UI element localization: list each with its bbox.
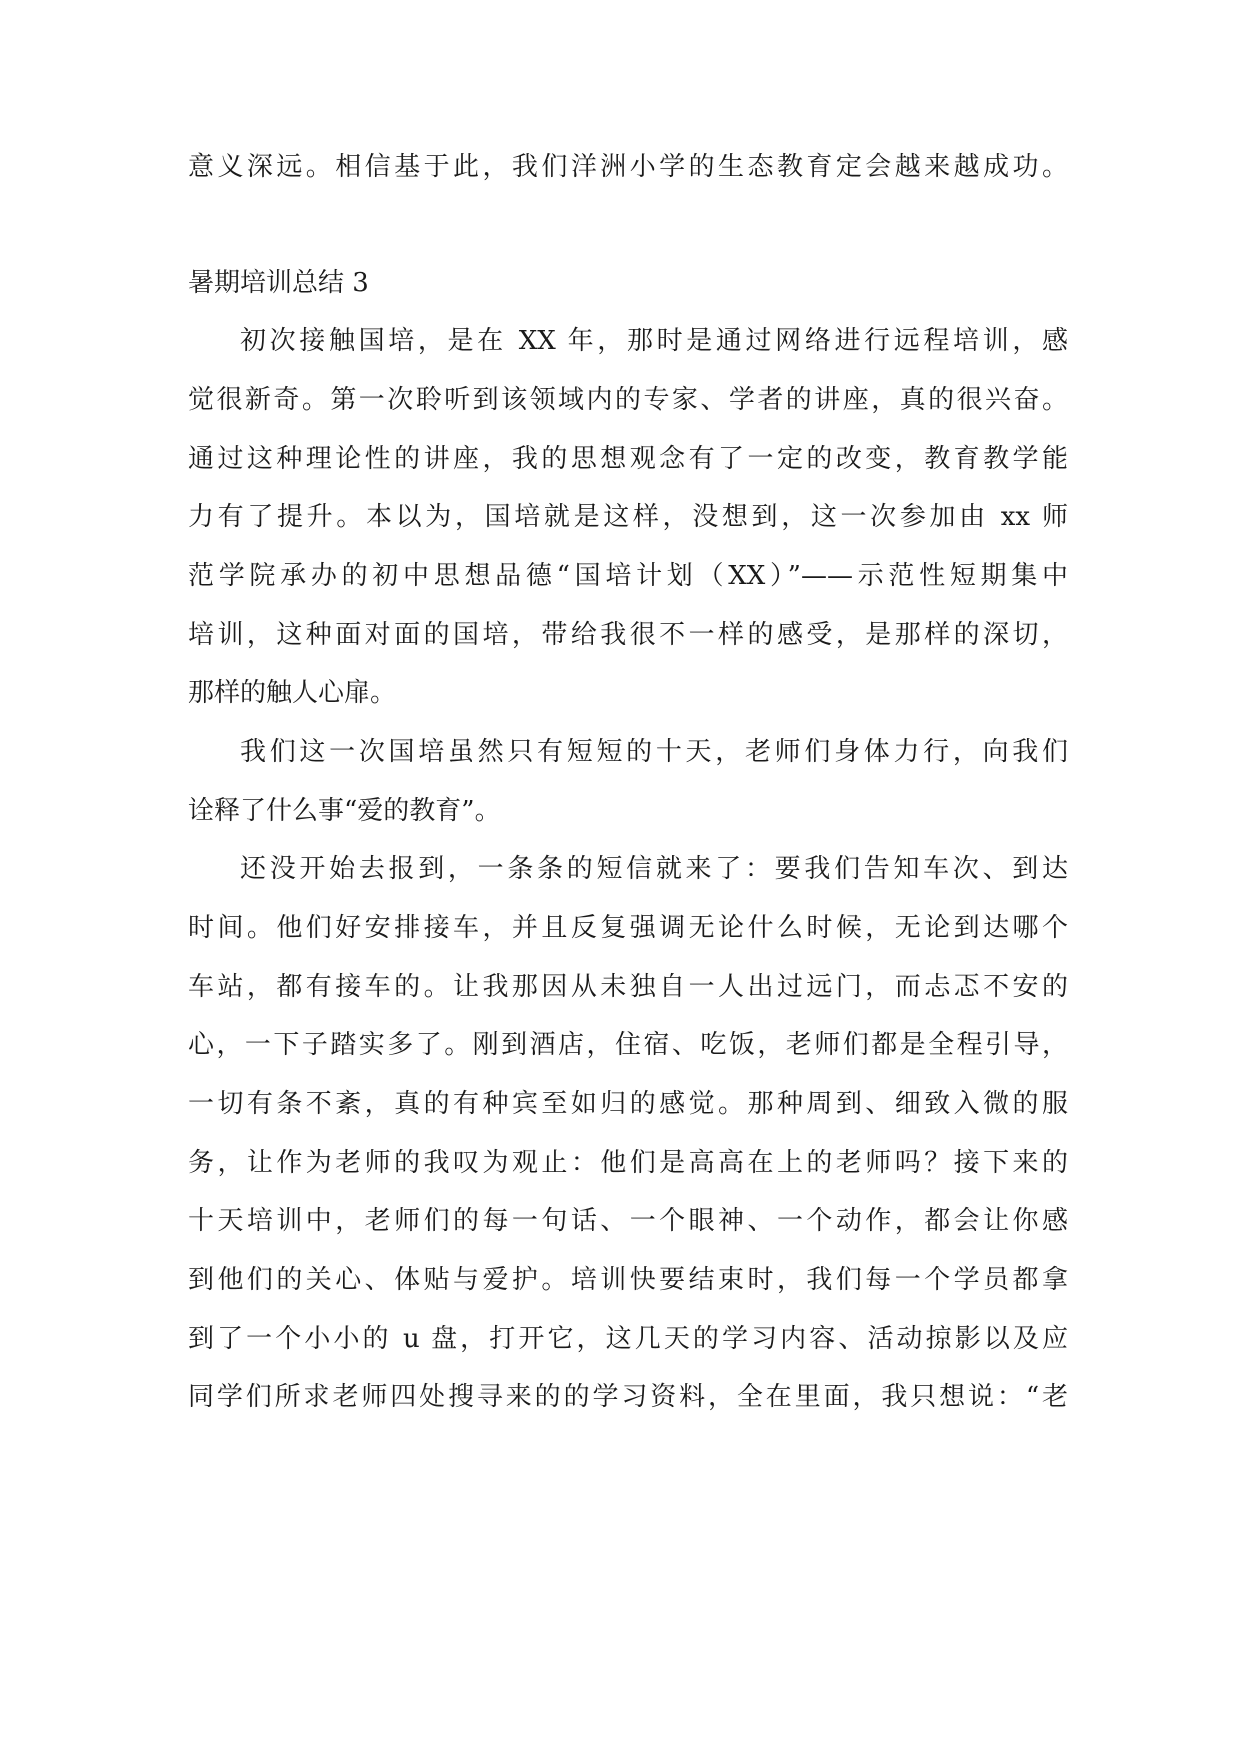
paragraph-line: 初次接触国培，是在 XX 年，那时是通过网络进行远程培训，感	[240, 326, 1068, 356]
paragraph-line: 范学院承办的初中思想品德“国培计划（XX）”——示范性短期集中	[188, 561, 1068, 591]
paragraph-line: 力有了提升。本以为，国培就是这样，没想到，这一次参加由 xx 师	[188, 502, 1068, 532]
paragraph-line: 通过这种理论性的讲座，我的思想观念有了一定的改变，教育教学能	[188, 444, 1068, 474]
paragraph-line: 那样的触人心扉。	[188, 678, 397, 708]
paragraph-line: 还没开始去报到，一条条的短信就来了：要我们告知车次、到达	[240, 854, 1068, 884]
prev-paragraph-end: 意义深远。相信基于此，我们洋洲小学的生态教育定会越来越成功。	[188, 152, 1068, 182]
section-title: 暑期培训总结 3	[188, 268, 369, 298]
paragraph-line: 车站，都有接车的。让我那因从未独自一人出过远门，而忐忑不安的	[188, 972, 1068, 1002]
paragraph-line: 培训，这种面对面的国培，带给我很不一样的感受，是那样的深切，	[188, 620, 1068, 650]
paragraph-line: 时间。他们好安排接车，并且反复强调无论什么时候，无论到达哪个	[188, 913, 1068, 943]
paragraph-line: 十天培训中，老师们的每一句话、一个眼神、一个动作，都会让你感	[188, 1206, 1068, 1236]
paragraph-line: 我们这一次国培虽然只有短短的十天，老师们身体力行，向我们	[240, 737, 1068, 767]
paragraph-line: 觉很新奇。第一次聆听到该领域内的专家、学者的讲座，真的很兴奋。	[188, 385, 1068, 415]
paragraph-line: 诠释了什么事“爱的教育”。	[188, 796, 501, 826]
paragraph-line: 心，一下子踏实多了。刚到酒店，住宿、吃饭，老师们都是全程引导，	[188, 1030, 1068, 1060]
paragraph-line: 一切有条不紊，真的有种宾至如归的感觉。那种周到、细致入微的服	[188, 1089, 1068, 1119]
paragraph-line: 到他们的关心、体贴与爱护。培训快要结束时，我们每一个学员都拿	[188, 1265, 1068, 1295]
paragraph-line: 务，让作为老师的我叹为观止：他们是高高在上的老师吗？接下来的	[188, 1148, 1068, 1178]
paragraph-line: 同学们所求老师四处搜寻来的的学习资料，全在里面，我只想说：“老	[188, 1382, 1068, 1412]
paragraph-line: 到了一个小小的 u 盘，打开它，这几天的学习内容、活动掠影以及应	[188, 1324, 1068, 1354]
